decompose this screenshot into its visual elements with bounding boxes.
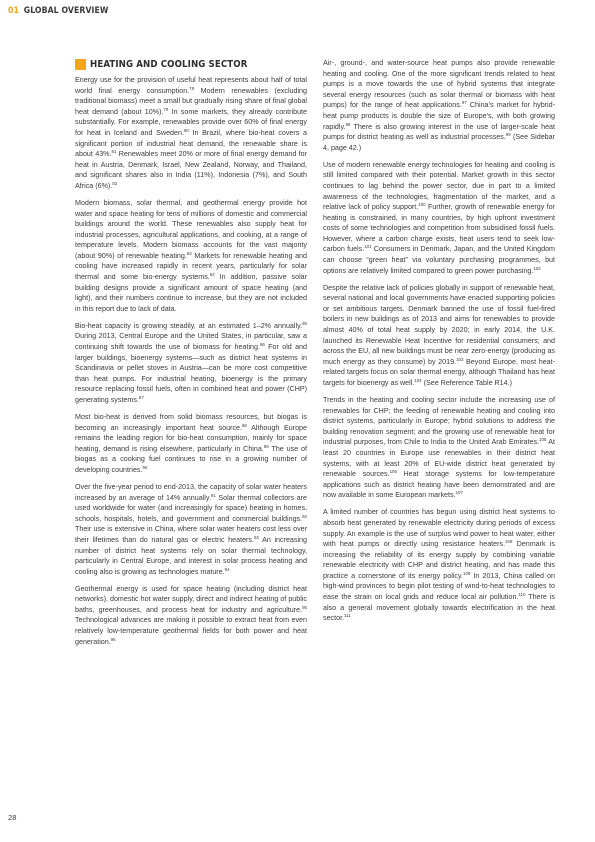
footnote-reference: 100 [418, 201, 426, 207]
footnote-reference: 108 [505, 538, 513, 544]
body-paragraph [323, 58, 555, 153]
chapter-title: GLOBAL OVERVIEW [23, 6, 109, 16]
paragraph-text: Energy use for the provision of useful heat represents about half of total world final energy consumption. [75, 76, 307, 95]
footnote-reference: 99 [505, 131, 511, 137]
footnote-reference: 81 [111, 148, 117, 154]
footnote-reference: 79 [163, 106, 169, 112]
footnote-reference: 105 [539, 437, 547, 443]
paragraph-text: Air-, ground-, and water-source heat pumps also provide renewable heating and cooling. One of the more significant trends related to heat pumps is a move towards the use of hybrid systems that integrate several energy resources (such as solar thermal or biomass with heat pumps) for the range of heat applications. [323, 59, 555, 110]
paragraph-text: Modern renewables (excluding traditional biomass) meet a small but gradually rising share of final global heat demand (about 10%). [75, 86, 308, 116]
footnote-reference: 98 [345, 121, 351, 127]
paragraph-text: (See Reference Table R14.) [421, 379, 512, 387]
paragraph-text: An increasing number of district heat systems rely on solar thermal technology, particularly in Central Europe, and interest in solar process heating and cooling also is growing as technologies mature. [75, 535, 307, 576]
footnote-reference: 89 [263, 443, 269, 449]
footnote-reference: 93 [253, 534, 259, 540]
body-paragraph [75, 482, 307, 577]
body-paragraph [75, 321, 307, 406]
paragraph-text: Over the five-year period to end-2013, the capacity of solar water heaters increased by an average of 14% annually. [75, 482, 307, 502]
footnote-reference: 109 [463, 570, 471, 576]
footnote-reference: 101 [364, 244, 372, 250]
paragraph-text: (See Sidebar 4, page 42.) [323, 133, 556, 152]
paragraph-text: At least 20 countries in Europe use renewables in their district heat systems, with at least 20% of EU-wide district heat generated by renewable sources. [323, 438, 556, 479]
paragraph-text: Use of modern renewable energy technologies for heating and cooling is still limited compared with their potential. Market growth in this sector continues to lag behind the power sector, due in part to a limited awareness of the technologies, fragmentation of the market, and a relative lack of policy support. [323, 160, 555, 212]
body-paragraph [323, 395, 555, 501]
footnote-reference: 80 [183, 127, 189, 133]
paragraph-text: Technological advances are making it possible to extract heat from even relatively low-temperature geothermal fields for both power and heat generation. [75, 616, 307, 646]
body-paragraph [75, 584, 307, 648]
section-marker-square [75, 59, 86, 70]
footnote-reference: 103 [456, 356, 464, 362]
footnote-reference: 85 [302, 320, 307, 326]
footnote-reference: 88 [241, 422, 247, 428]
body-paragraph [323, 160, 555, 277]
paragraph-text: Most bio-heat is derived from solid biomass resources, but biogas is becoming an increasingly important heat source. [75, 412, 307, 432]
paragraph-text: There is also a general movement globally towards electrification in the heat sector. [323, 593, 555, 623]
footnote-reference: 82 [112, 180, 118, 186]
section-heading [75, 58, 307, 70]
footnote-reference: 96 [110, 636, 116, 642]
left-column-body [75, 75, 307, 647]
paragraph-text: In some markets, they already contribute substantially. For example, renewables provide over 60% of final energy for heat in Iceland and Sweden. [75, 107, 307, 137]
paragraph-text: Consumers in Denmark, Japan, and the United Kingdom can choose “green heat” via voluntary purchasing programmes, but options are relatively limited compared to green power purchasing. [323, 245, 555, 275]
footnote-reference: 106 [389, 468, 397, 474]
footnote-reference: 107 [455, 490, 463, 496]
paragraph-text: There is also growing interest in the use of larger-scale heat pumps for district heating as well as industrial processes. [323, 122, 555, 142]
body-paragraph [323, 507, 555, 624]
footnote-reference: 97 [461, 100, 467, 106]
footnote-reference: 87 [138, 394, 144, 400]
paragraph-text: Modern biomass, solar thermal, and geothermal energy provide hot water and space heating for tens of millions of domestic and commercial buildings around the world. These renewables also supply heat for industrial processes, agricultural applications, and cooking, at a range of temperature levels. Modern biomass accounts for the vast majority (about 90%) of renewable heating. [75, 198, 307, 260]
footnote-reference: 84 [209, 271, 215, 277]
paragraph-text: In addition, passive solar building designs provide a significant amount of space heating (and light), and their numbers continue to increase, but they are not included in this report due to lack of data. [75, 273, 307, 313]
body-paragraph [75, 412, 307, 476]
paragraph-text: Their use is extensive in China, where solar water heaters cost less over their lifetimes than do natural gas or electric heaters. [75, 525, 307, 544]
footnote-reference: 86 [259, 341, 265, 347]
body-paragraph [75, 75, 307, 192]
right-column [323, 58, 555, 630]
paragraph-text: In 2013, China called on high-wind provinces to begin pilot testing of wind-to-heat technologies to ease the strain on local grids and reduce local air pollution. [323, 571, 555, 602]
left-column [75, 58, 307, 654]
body-paragraph [75, 198, 307, 315]
paragraph-text: Geothermal energy is used for space heating (including district heat networks), domestic hot water supply, direct and indirect heating of public baths, greenhouses, and process heat for industry and agriculture. [75, 584, 307, 614]
paragraph-text: Despite the relative lack of policies globally in support of renewable heat, several national and local governments have enacted supporting policies or set ambitious targets. Denmark banned the use of fossil fuel-fired boilers in new buildings as of 2013 and aims for renewables to provide almost 40% of total heat supply by 2020; in early 2014, the U.K. launched its Renewable Heat Incentive for residential consumers; and across the EU, all new buildings must be near zero-energy (producing as much energy as they consume) by 2019. [323, 283, 555, 366]
footnote-reference: 104 [414, 377, 422, 383]
paragraph-text: In Brazil, where bio-heat covers a significant portion of industrial heat demand, the renewable share is about 43%. [75, 128, 307, 159]
paragraph-text: Beyond Europe, most heat-related targets focus on solar thermal energy, although Thailand has heat targets for bioenergy as well. [323, 357, 556, 387]
paragraph-text: For old and larger buildings, bioenergy systems—such as district heat systems in Scandinavia or pellet stoves in Austria—can be more cost competitive than heat pumps. For industrial heating, bioenergy is the primary resource replacing fossil fuels, often in combined heat and power (CHP) generating systems. [75, 343, 307, 404]
chapter-number: 01 [8, 6, 19, 16]
footnote-reference: 91 [210, 492, 216, 498]
paragraph-text: Although Europe remains the leading region for bio-heat consumption, mainly for space heating, demand is rising elsewhere, particularly in China. [75, 423, 307, 453]
paragraph-text: Heat storage systems for low-temperature applications such as district heating have been demonstrated and are now available in some European markets. [323, 470, 555, 500]
footnote-reference: 111 [344, 613, 351, 619]
paragraph-text: The use of biogas as a cooking fuel continues to rise in a growing number of developing countries. [75, 444, 307, 474]
right-column-body [323, 58, 555, 624]
paragraph-text: Bio-heat capacity is growing steadily, at an estimated 1–2% annually. [75, 321, 303, 330]
paragraph-text: Denmark is increasing the reliability of its energy supply by combining variable renewable electricity with CHP and district heating, and has made this practice a cornerstone of its energy policy. [323, 540, 555, 580]
paragraph-text: A limited number of countries has begun using district heat systems to absorb heat generated by renewable electricity during periods of excess supply. An example is the use of surplus wind power to heat water, either with heat pumps or directly using resistance heaters. [323, 508, 555, 549]
paragraph-text: Trends in the heating and cooling sector include the increasing use of renewables for CHP; the feeding of renewable heating and cooling into district systems, particularly in Europe; hybrid solutions to address the building renovation segment; and the growing use of renewable heat for industrial purposes, from Chile to India to the United Arab Emirates. [323, 395, 555, 447]
paragraph-text: Markets for renewable heating and cooling have increased rapidly in recent years, particularly for solar thermal and some bio-energy systems. [75, 251, 308, 282]
paragraph-text: During 2013, Central Europe and the United States, in particular, saw a continuing shift towards the use of biomass for heating. [75, 332, 307, 352]
footnote-reference: 110 [518, 591, 526, 597]
footnote-reference: 95 [302, 604, 307, 610]
paragraph-text: Renewables meet 20% or more of final energy demand for heat in Austria, Denmark, Israel, New Zealand, Norway, and Thailand, and significant shares also in India (11%), Indonesia (7%), and South Africa (6%). [75, 150, 307, 190]
footnote-reference: 102 [533, 265, 541, 271]
footnote-reference: 78 [189, 85, 195, 91]
paragraph-text: China’s market for hybrid-heat pump products is double the size of Europe’s, with both growing rapidly. [323, 101, 555, 131]
body-paragraph [323, 283, 555, 389]
footnote-reference: 92 [302, 513, 307, 519]
page-number: 28 [8, 813, 17, 822]
section-title: HEATING AND COOLING SECTOR [90, 58, 248, 70]
chapter-header [8, 6, 109, 16]
footnote-reference: 94 [224, 566, 230, 572]
paragraph-text: Further, growth of renewable energy for heating is constrained, in many countries, by high upfront investment costs of some technologies and competition from subsidised fossil fuels. However, where a carbon charge exists, heat users tend to seek low-carbon fuels. [323, 203, 555, 254]
paragraph-text: Solar thermal collectors are used worldwide for water (and increasingly for space) heating in homes, schools, hospitals, hotels, and government and commercial buildings. [75, 493, 307, 523]
footnote-reference: 90 [142, 464, 148, 470]
footnote-reference: 83 [186, 250, 192, 256]
